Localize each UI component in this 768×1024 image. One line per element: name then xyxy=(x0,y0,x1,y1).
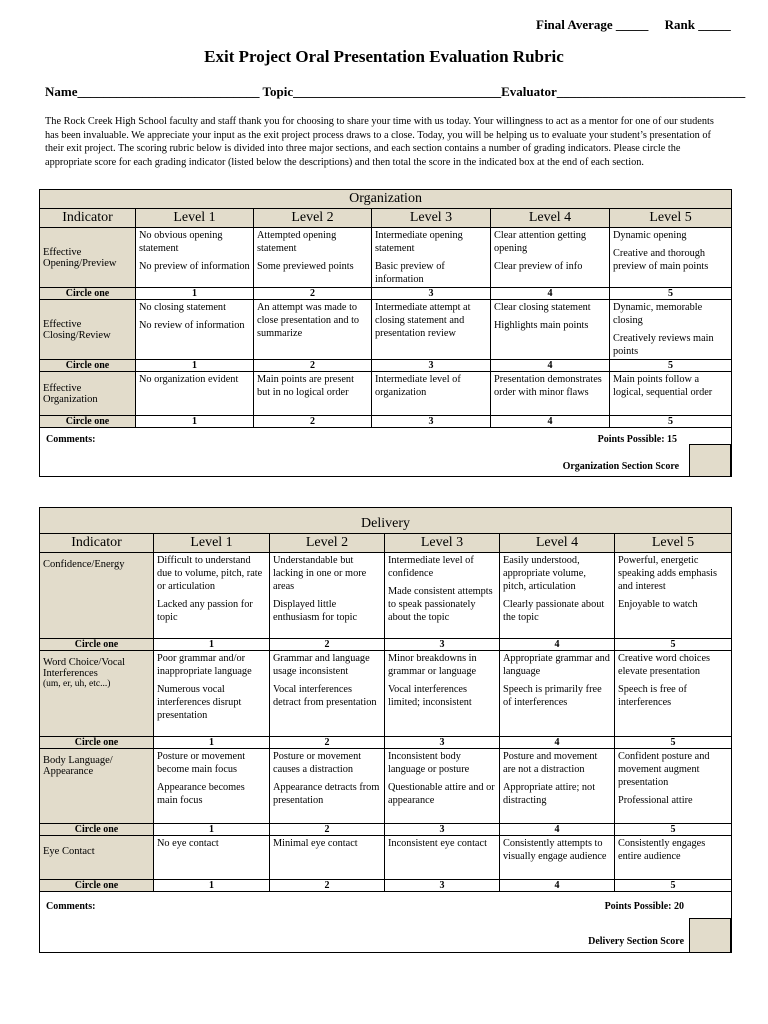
level-1-description: No eye contact xyxy=(154,836,270,880)
final-average-rank xyxy=(536,17,731,33)
score-option-4[interactable]: 4 xyxy=(491,288,610,300)
score-option-5[interactable]: 5 xyxy=(615,824,732,836)
level-3-description: Inconsistent body language or posture Questionable attire and or appearance xyxy=(385,749,500,824)
level-4-description: Posture and movement are not a distraction Appropriate attire; not distracting xyxy=(500,749,615,824)
level-3-description: Intermediate attempt at closing statement and presentation review xyxy=(372,300,491,360)
column-header-level-2: Level 2 xyxy=(270,534,385,553)
circle-one-row xyxy=(40,416,732,428)
score-option-3[interactable]: 3 xyxy=(385,824,500,836)
level-3-description: Intermediate level of confidence Made consistent attempts to speak passionately about the topic xyxy=(385,553,500,639)
delivery-footer xyxy=(40,892,732,953)
circle-one-row xyxy=(40,639,732,651)
score-option-3[interactable]: 3 xyxy=(385,880,500,892)
circle-one-row xyxy=(40,824,732,836)
level-1-description: Difficult to understand due to volume, pitch, rate or articulation Lacked any passion for topic xyxy=(154,553,270,639)
student-info-line xyxy=(45,84,745,100)
indicator-eye-contact: Eye Contact xyxy=(40,836,154,880)
circle-one-row xyxy=(40,288,732,300)
level-5-description: Creative word choices elevate presentation Speech is free of interferences xyxy=(615,651,732,737)
column-header-level-5: Level 5 xyxy=(615,534,732,553)
organization-section-title: Organization xyxy=(40,190,732,209)
level-2-description: Grammar and language usage inconsistent Vocal interferences detract from presentation xyxy=(270,651,385,737)
column-header-level-5: Level 5 xyxy=(610,209,732,228)
level-2-description: Attempted opening statement Some previewed points xyxy=(254,228,372,288)
section-score-label: Organization Section Score xyxy=(562,461,680,472)
level-1-description: Posture or movement become main focus Appearance becomes main focus xyxy=(154,749,270,824)
score-option-5[interactable]: 5 xyxy=(615,880,732,892)
score-option-4[interactable]: 4 xyxy=(500,824,615,836)
circle-one-row xyxy=(40,737,732,749)
score-option-2[interactable]: 2 xyxy=(270,737,385,749)
score-option-5[interactable]: 5 xyxy=(610,360,732,372)
score-option-4[interactable]: 4 xyxy=(500,639,615,651)
page-title: Exit Project Oral Presentation Evaluation Rubric xyxy=(204,47,564,66)
score-option-3[interactable]: 3 xyxy=(372,416,491,428)
column-header-level-1: Level 1 xyxy=(136,209,254,228)
level-2-description: Minimal eye contact xyxy=(270,836,385,880)
level-2-description: Understandable but lacking in one or more areas Displayed little enthusiasm for topic xyxy=(270,553,385,639)
comments-label: Comments: xyxy=(46,901,96,912)
column-header-level-3: Level 3 xyxy=(372,209,491,228)
score-option-3[interactable]: 3 xyxy=(385,737,500,749)
score-option-2[interactable]: 2 xyxy=(254,360,372,372)
indicator-effective-opening: Effective Opening/Preview xyxy=(40,228,136,288)
score-option-3[interactable]: 3 xyxy=(372,360,491,372)
comments-label: Comments: xyxy=(46,434,96,445)
level-1-description: No obvious opening statement No preview of information xyxy=(136,228,254,288)
indicator-body-language: Body Language/ Appearance xyxy=(40,749,154,824)
level-4-description: Appropriate grammar and language Speech is primarily free of interferences xyxy=(500,651,615,737)
level-3-description: Minor breakdowns in grammar or language Vocal interferences limited; inconsistent xyxy=(385,651,500,737)
score-option-5[interactable]: 5 xyxy=(615,737,732,749)
level-4-description: Consistently attempts to visually engage audience xyxy=(500,836,615,880)
score-option-1[interactable]: 1 xyxy=(154,639,270,651)
delivery-rubric-table xyxy=(39,507,732,953)
column-header-indicator: Indicator xyxy=(40,209,136,228)
score-option-3[interactable]: 3 xyxy=(385,639,500,651)
delivery-score-box[interactable] xyxy=(689,918,731,953)
score-option-4[interactable]: 4 xyxy=(491,360,610,372)
organization-rubric-table xyxy=(39,189,732,477)
score-option-1[interactable]: 1 xyxy=(154,737,270,749)
level-2-description: Main points are present but in no logical order xyxy=(254,372,372,416)
score-option-1[interactable]: 1 xyxy=(136,360,254,372)
level-4-description: Clear attention getting opening Clear preview of info xyxy=(491,228,610,288)
level-5-description: Powerful, energetic speaking adds emphasis and interest Enjoyable to watch xyxy=(615,553,732,639)
circle-one-row xyxy=(40,360,732,372)
circle-one-label: Circle one xyxy=(40,288,136,300)
rank-field[interactable]: Rank _____ xyxy=(664,17,731,32)
level-5-description: Confident posture and movement augment presentation Professional attire xyxy=(615,749,732,824)
indicator-effective-closing: Effective Closing/Review xyxy=(40,300,136,360)
score-option-5[interactable]: 5 xyxy=(615,639,732,651)
topic-field[interactable]: Topic________________________________ xyxy=(262,84,502,99)
level-3-description: Intermediate level of organization xyxy=(372,372,491,416)
circle-one-row xyxy=(40,880,732,892)
circle-one-label: Circle one xyxy=(40,880,154,892)
name-field[interactable]: Name____________________________ xyxy=(45,84,260,99)
column-header-indicator: Indicator xyxy=(40,534,154,553)
score-option-1[interactable]: 1 xyxy=(154,880,270,892)
column-header-level-4: Level 4 xyxy=(500,534,615,553)
indicator-confidence-energy: Confidence/Energy xyxy=(40,553,154,639)
level-5-description: Dynamic opening Creative and thorough preview of main points xyxy=(610,228,732,288)
score-option-2[interactable]: 2 xyxy=(270,880,385,892)
evaluator-field[interactable]: Evaluator_____________________________ xyxy=(501,84,746,99)
level-3-description: Intermediate opening statement Basic preview of information xyxy=(372,228,491,288)
intro-paragraph: The Rock Creek High School faculty and staff thank you for choosing to share your time with us today. Your willingness to act as a mentor for one of our students has been invaluable. We appreciate your input as the exit project process draws to a close. Today, you will be helping us to evaluate your student’s presentation of their exit project. The scoring rubric below is divided into three major sections, and each section contains a number of grading indicators. Please circle the appropriate score for each grading indicator (listed below the descriptions) and then total the score in the indicated box at the end of each section. xyxy=(45,116,714,168)
circle-one-label: Circle one xyxy=(40,824,154,836)
level-1-description: No organization evident xyxy=(136,372,254,416)
level-1-description: No closing statement No review of information xyxy=(136,300,254,360)
score-option-1[interactable]: 1 xyxy=(136,288,254,300)
score-option-2[interactable]: 2 xyxy=(270,639,385,651)
column-header-level-2: Level 2 xyxy=(254,209,372,228)
score-option-1[interactable]: 1 xyxy=(154,824,270,836)
level-4-description: Easily understood, appropriate volume, pitch, articulation Clearly passionate about the topic xyxy=(500,553,615,639)
points-possible: Points Possible: 15 xyxy=(597,434,678,445)
level-2-description: Posture or movement causes a distraction Appearance detracts from presentation xyxy=(270,749,385,824)
indicator-word-choice-vocal: Word Choice/Vocal Interferences (um, er, uh, etc...) xyxy=(40,651,154,737)
score-option-5[interactable]: 5 xyxy=(610,416,732,428)
score-option-2[interactable]: 2 xyxy=(270,824,385,836)
score-option-4[interactable]: 4 xyxy=(500,880,615,892)
score-option-4[interactable]: 4 xyxy=(500,737,615,749)
column-header-level-4: Level 4 xyxy=(491,209,610,228)
score-option-4[interactable]: 4 xyxy=(491,416,610,428)
level-1-description: Poor grammar and/or inappropriate language Numerous vocal interferences disrupt presentation xyxy=(154,651,270,737)
score-option-2[interactable]: 2 xyxy=(254,416,372,428)
column-header-level-1: Level 1 xyxy=(154,534,270,553)
organization-score-box[interactable] xyxy=(689,444,731,477)
score-option-2[interactable]: 2 xyxy=(254,288,372,300)
circle-one-label: Circle one xyxy=(40,360,136,372)
score-option-1[interactable]: 1 xyxy=(136,416,254,428)
level-5-description: Dynamic, memorable closing Creatively reviews main points xyxy=(610,300,732,360)
level-5-description: Main points follow a logical, sequential order xyxy=(610,372,732,416)
indicator-effective-organization: Effective Organization xyxy=(40,372,136,416)
level-4-description: Clear closing statement Highlights main points xyxy=(491,300,610,360)
level-2-description: An attempt was made to close presentation and to summarize xyxy=(254,300,372,360)
circle-one-label: Circle one xyxy=(40,416,136,428)
level-5-description: Consistently engages entire audience xyxy=(615,836,732,880)
organization-footer xyxy=(40,428,732,477)
level-3-description: Inconsistent eye contact xyxy=(385,836,500,880)
score-option-5[interactable]: 5 xyxy=(610,288,732,300)
circle-one-label: Circle one xyxy=(40,737,154,749)
points-possible: Points Possible: 20 xyxy=(604,901,685,912)
section-score-label: Delivery Section Score xyxy=(588,936,685,947)
column-header-level-3: Level 3 xyxy=(385,534,500,553)
circle-one-label: Circle one xyxy=(40,639,154,651)
final-average-field[interactable]: Final Average _____ xyxy=(536,17,649,32)
level-4-description: Presentation demonstrates order with minor flaws xyxy=(491,372,610,416)
score-option-3[interactable]: 3 xyxy=(372,288,491,300)
delivery-section-title: Delivery xyxy=(40,508,732,534)
